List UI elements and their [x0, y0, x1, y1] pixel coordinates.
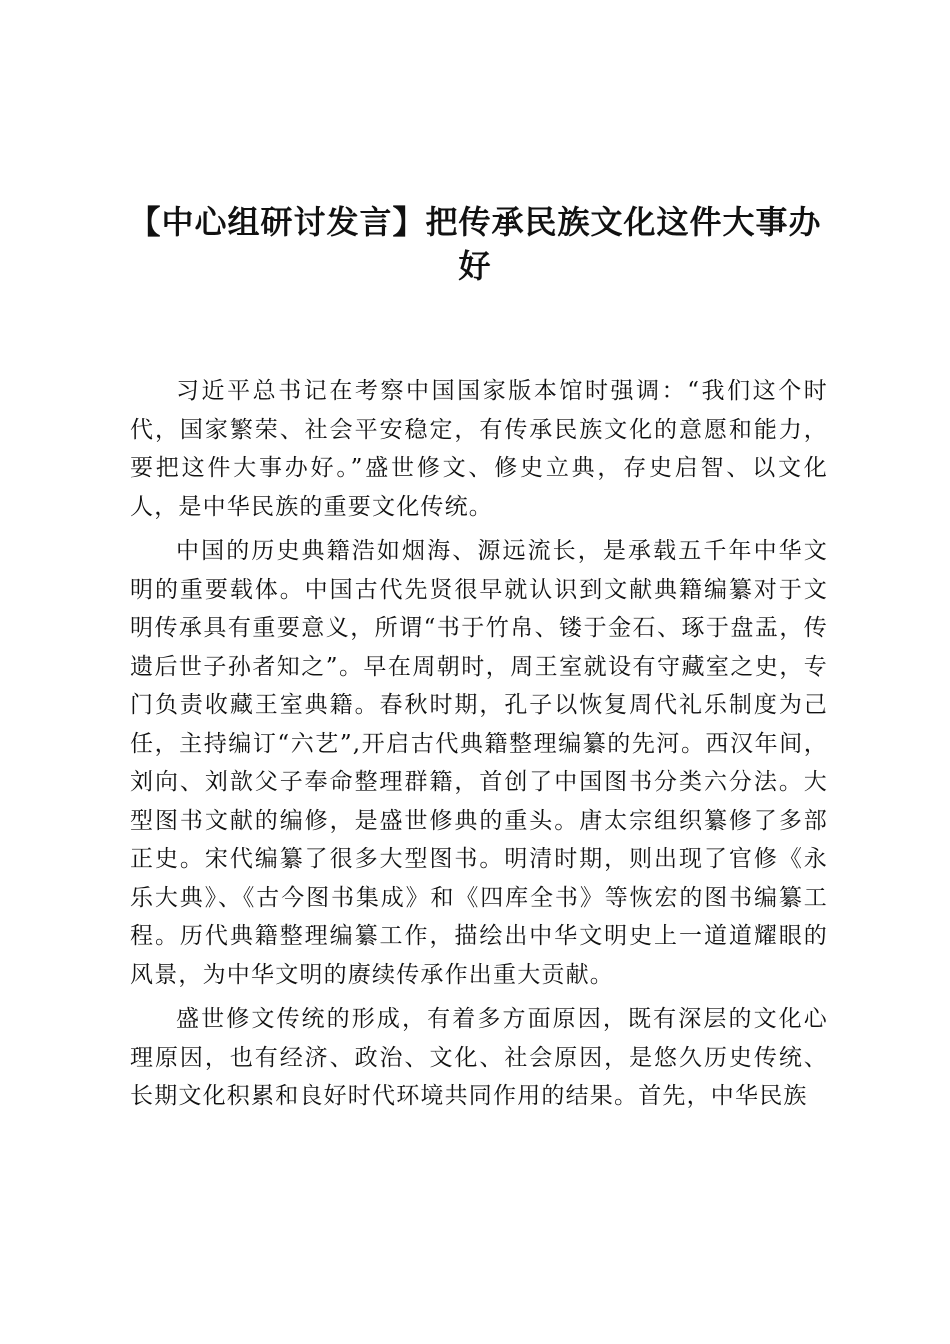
paragraph-2: 中国的历史典籍浩如烟海、源远流长，是承载五千年中华文明的重要载体。中国古代先贤很早就认识到文献典籍编纂对于文明传承具有重要意义，所谓“书于竹帛、镂于金石、琢于盘盂，传遗后世子孙者知之”。早在周朝时，周王室就设有守藏室之史，专门负责收藏王室典籍。春秋时期，孔子以恢复周代礼乐制度为己任，主持编订“六艺”,开启古代典籍整理编纂的先河。西汉年间，刘向、刘歆父子奉命整理群籍，首创了中国图书分类六分法。大型图书文献的编修，是盛世修典的重头。唐太宗组织纂修了多部正史。宋代编纂了很多大型图书。明清时期，则出现了官修《永乐大典》、《古今图书集成》和《四库全书》等恢宏的图书编纂工程。历代典籍整理编纂工作，描绘出中华文明史上一道道耀眼的风景，为中华文明的赓续传承作出重大贡献。 [130, 538, 828, 988]
paragraph-1: 习近平总书记在考察中国国家版本馆时强调：“我们这个时代，国家繁荣、社会平安稳定，有传承民族文化的意愿和能力，要把这件大事办好。”盛世修文、修史立典，存史启智、以文化人，是中华民族的重要文化传统。 [130, 378, 828, 520]
paragraph-3: 盛世修文传统的形成，有着多方面原因，既有深层的文化心理原因，也有经济、政治、文化、社会原因，是悠久历史传统、长期文化积累和良好时代环境共同作用的结果。首先，中华民族 [130, 1006, 828, 1109]
document-title: 【中心组研讨发言】把传承民族文化这件大事办好 [128, 203, 822, 285]
document-body [130, 372, 828, 1122]
